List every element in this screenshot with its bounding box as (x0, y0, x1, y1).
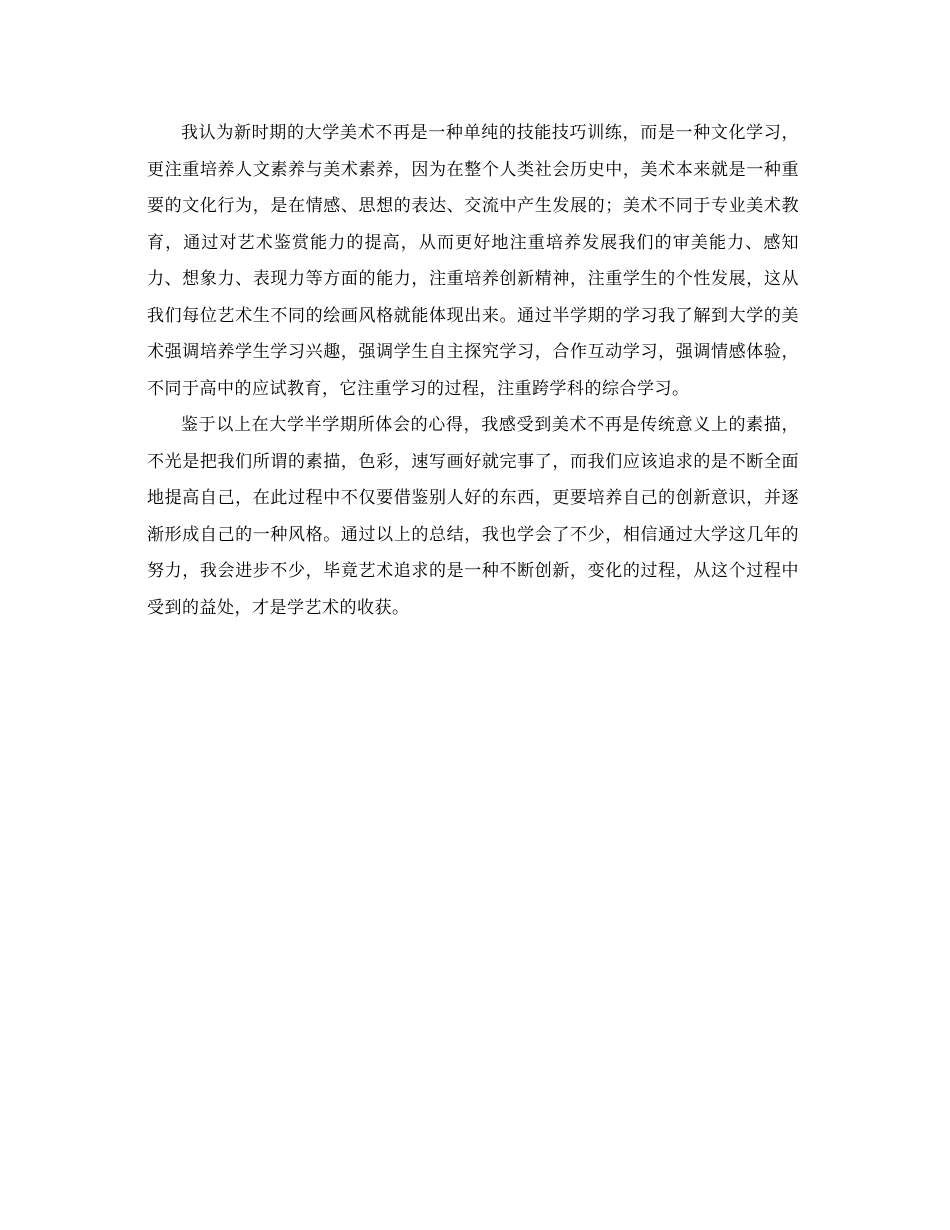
paragraph-2: 鉴于以上在大学半学期所体会的心得，我感受到美术不再是传统意义上的素描，不光是把我们所谓的素描，色彩，速写画好就完事了，而我们应该追求的是不断全面地提高自己，在此过程中不仅要借鉴别人好的东西，更要培养自己的创新意识，并逐渐形成自己的一种风格。通过以上的总结，我也学会了不少，相信通过大学这几年的努力，我会进步不少，毕竟艺术追求的是一种不断创新，变化的过程，从这个过程中受到的益处，才是学艺术的收获。 (147, 415, 799, 618)
document-body (147, 115, 799, 626)
paragraph-1: 我认为新时期的大学美术不再是一种单纯的技能技巧训练，而是一种文化学习，更注重培养人文素养与美术素养，因为在整个人类社会历史中，美术本来就是一种重要的文化行为，是在情感、思想的表达、交流中产生发展的；美术不同于专业美术教育，通过对艺术鉴赏能力的提高，从而更好地注重培养发展我们的审美能力、感知力、想象力、表现力等方面的能力，注重培养创新精神，注重学生的个性发展，这从我们每位艺术生不同的绘画风格就能体现出来。通过半学期的学习我了解到大学的美术强调培养学生学习兴趣，强调学生自主探究学习，合作互动学习，强调情感体验，不同于高中的应试教育，它注重学习的过程，注重跨学科的综合学习。 (147, 123, 799, 399)
